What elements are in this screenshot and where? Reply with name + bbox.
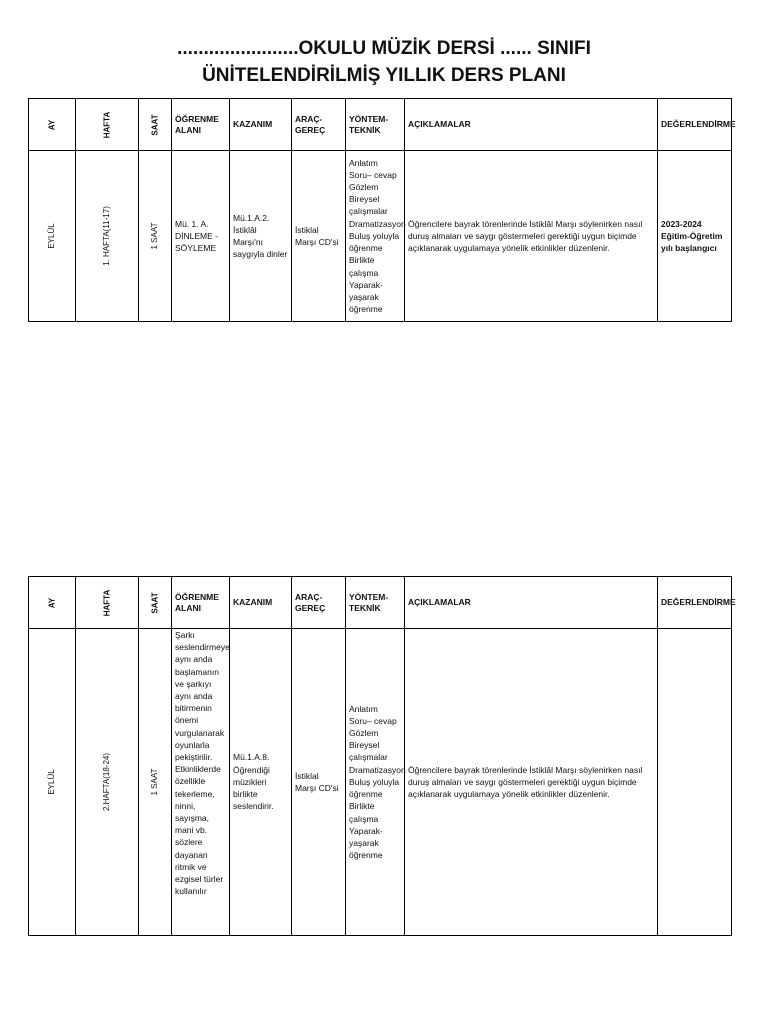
header-yontem-teknik: YÖNTEM-TEKNİK [346,99,405,151]
cell-arac-gerec: İstiklal Marşı CD'si [292,151,346,322]
cell-yontem-teknik: Anlatım Soru– cevap Gözlem Bireysel çalışmalar Dramatizasyon Buluş yoluyla öğrenme Birlikte çalışma Yaparak-yaşarak öğrenme [346,151,405,322]
cell-ogrenme-alani: Şarkı seslendirmeye aynı anda başlamanın ve şarkıyı aynı anda bitirmenin önemi vurgulanarak oyunlarla pekiştirilir. Etkinliklerde özellikle tekerleme, ninni, sayışma, mani vb. sözlere dayanan ritmik ve ezgisel türler kullanılır [172,629,230,936]
header-row [29,99,732,151]
cell-ogrenme-alani: Mü. 1. A. DİNLEME - SÖYLEME [172,151,230,322]
header-ogrenme-alani: ÖĞRENME ALANI [172,99,230,151]
cell-yontem-teknik: Anlatım Soru– cevap Gözlem Bireysel çalışmalar Dramatizasyon Buluş yoluyla öğrenme Birlikte çalışma Yaparak-yaşarak öğrenme [346,629,405,936]
cell-hafta: 1. HAFTA(11-17) [76,151,139,322]
header-kazanim: KAZANIM [230,577,292,629]
header-hafta: HAFTA [76,577,139,629]
header-hafta: HAFTA [76,99,139,151]
header-degerlendirme: DEĞERLENDİRME [658,99,732,151]
cell-saat: 1 SAAT [139,151,172,322]
cell-degerlendirme: 2023-2024 Eğitim-Öğretim yılı başlangıcı [658,151,732,322]
table-row [29,629,732,936]
header-saat: SAAT [139,99,172,151]
cell-arac-gerec: İstiklal Marşı CD'si [292,629,346,936]
header-yontem-teknik: YÖNTEM-TEKNİK [346,577,405,629]
cell-ay: EYLÜL [29,151,76,322]
header-aciklamalar: AÇIKLAMALAR [405,99,658,151]
header-degerlendirme: DEĞERLENDİRME [658,577,732,629]
header-row [29,577,732,629]
cell-saat: 1 SAAT [139,629,172,936]
header-aciklamalar: AÇIKLAMALAR [405,577,658,629]
header-arac-gerec: ARAÇ-GEREÇ [292,99,346,151]
table-row [29,151,732,322]
cell-ay: EYLÜL [29,629,76,936]
cell-aciklamalar: Öğrencilere bayrak törenlerinde İstiklâl Marşı söylenirken nasıl duruş almaları ve saygı göstermeleri gerektiği uygun biçimde açıklanarak uygulamaya yönelik etkinlikler düzenlenir. [405,629,658,936]
cell-hafta: 2.HAFTA(18-24) [76,629,139,936]
plan-table-week-2 [28,576,736,936]
header-kazanim: KAZANIM [230,99,292,151]
header-arac-gerec: ARAÇ-GEREÇ [292,577,346,629]
header-ogrenme-alani: ÖĞRENME ALANI [172,577,230,629]
document-title: .......................OKULU MÜZİK DERSİ ...... SINIFI [177,38,591,59]
cell-kazanim: Mü.1.A.8. Öğrendiği müzikleri birlikte seslendirir. [230,629,292,936]
header-ay: AY [29,577,76,629]
header-ay: AY [29,99,76,151]
document-subtitle: ÜNİTELENDİRİLMİŞ YILLIK DERS PLANI [202,65,566,86]
header-saat: SAAT [139,577,172,629]
plan-table-week-1 [28,98,736,322]
cell-degerlendirme [658,629,732,936]
cell-aciklamalar: Öğrencilere bayrak törenlerinde İstiklâl Marşı söylenirken nasıl duruş almaları ve saygı göstermeleri gerektiği uygun biçimde açıklanarak uygulamaya yönelik etkinlikler düzenlenir. [405,151,658,322]
cell-kazanim: Mü.1.A.2. İstiklâl Marşı'nı saygıyla dinler [230,151,292,322]
